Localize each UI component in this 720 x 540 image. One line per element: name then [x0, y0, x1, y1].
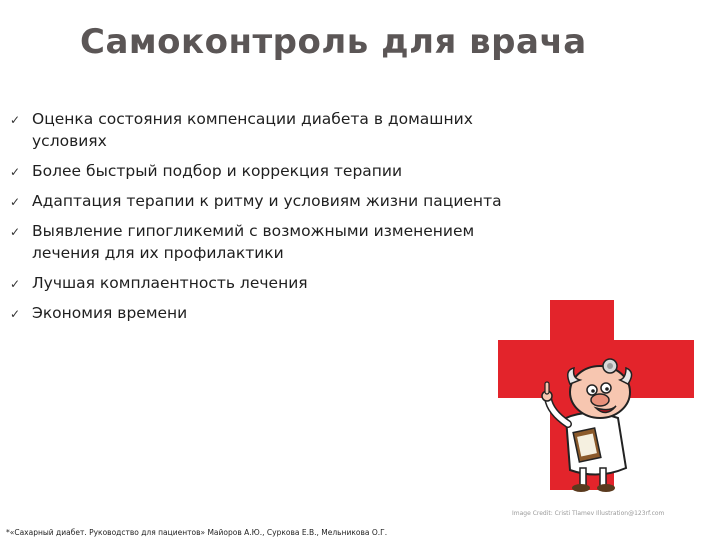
- list-item-text: Адаптация терапии к ритму и условиям жизни пациента: [32, 192, 502, 210]
- page-title: Самоконтроль для врача: [80, 22, 587, 62]
- list-item: [10, 302, 510, 324]
- footnote: *«Сахарный диабет. Руководство для пациентов» Майоров А.Ю., Суркова Е.В., Мельникова О.Г.: [6, 528, 388, 537]
- list-item: [10, 160, 510, 182]
- checkmark-icon: ✓: [10, 113, 21, 127]
- list-item-text: Более быстрый подбор и коррекция терапии: [32, 162, 403, 180]
- doctor-with-red-cross-icon: [488, 300, 698, 500]
- bullet-list: [10, 108, 510, 324]
- list-item-text: Лучшая комплаентность лечения: [32, 274, 308, 292]
- image-credit: Image Credit: Cristi Tlamev Illustration@123rf.com: [512, 510, 665, 517]
- checkmark-icon: ✓: [10, 277, 21, 291]
- list-item: [10, 220, 510, 264]
- checkmark-icon: ✓: [10, 225, 21, 239]
- list-item-text: Выявление гипогликемий с возможными изменением лечения для их профилактики: [32, 222, 475, 262]
- list-item-text: Экономия времени: [32, 304, 188, 322]
- checkmark-icon: ✓: [10, 195, 21, 209]
- checkmark-icon: ✓: [10, 307, 21, 321]
- list-item: [10, 190, 510, 212]
- checkmark-icon: ✓: [10, 165, 21, 179]
- list-item-text: Оценка состояния компенсации диабета в домашних условиях: [32, 110, 473, 150]
- list-item: [10, 272, 510, 294]
- list-item: [10, 108, 510, 152]
